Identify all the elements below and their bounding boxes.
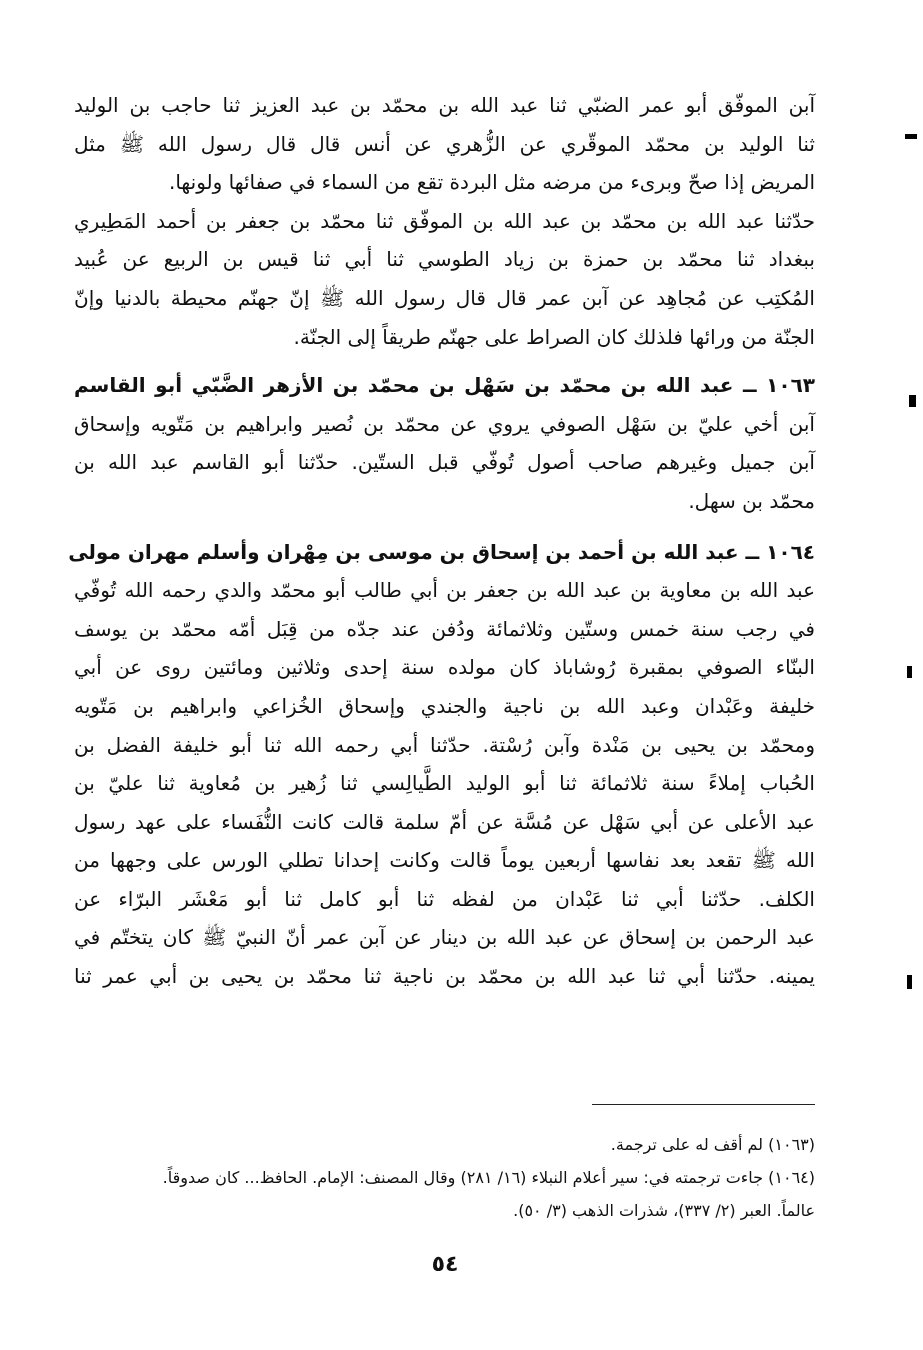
entry-heading: ١٠٦٣ ــ عبد الله بن محمّد بن سَهْل بن محمّد بن الأزهر الضَّبّي أبو القاسم bbox=[74, 373, 815, 398]
scan-mark bbox=[907, 666, 912, 678]
footnote: (١٠٦٤) جاءت ترجمته في: سير أعلام النبلاء (١٦/ ٢٨١) وقال المصنف: الإمام. الحافظ... كان صدوقاً. bbox=[162, 1168, 815, 1187]
scan-mark bbox=[907, 975, 912, 989]
text-line: محمّد بن سهل. bbox=[688, 488, 815, 513]
text-line: الحُباب إملاءً سنة ثلاثمائة ثنا أبو الوليد الطَّيالِسي ثنا زُهير بن مُعاوية ثنا عليّ بن bbox=[74, 771, 815, 796]
entry-heading: ١٠٦٤ ــ عبد الله بن أحمد بن إسحاق بن موسى بن مِهْران وأسلم مهران مولى bbox=[68, 539, 815, 564]
text-line: عبد الله بن معاوية بن عبد الله بن جعفر بن أبي طالب أبو محمّد والدي رحمه الله تُوفّي bbox=[74, 578, 815, 603]
text-line: آبن جميل وغيرهم صاحب أصول تُوفّي قبل الستّين. حدّثنا أبو القاسم عبد الله بن bbox=[74, 450, 815, 475]
footnote: (١٠٦٣) لم أقف له على ترجمة. bbox=[610, 1135, 815, 1154]
text-line: ومحمّد بن يحيى بن مَنْدة وآبن رُسْتة. حدّثنا أبي رحمه الله ثنا أبو خليفة الفضل بن bbox=[74, 732, 815, 757]
text-line: يمينه. حدّثنا أبي ثنا عبد الله بن محمّد بن ناجية ثنا محمّد بن يحيى بن أبي عمر ثنا bbox=[74, 964, 815, 989]
text-line: آبن أخي عليّ بن سَهْل الصوفي يروي عن محمّد بن نُصير وابراهيم بن مَتّويه وإسحاق bbox=[74, 411, 815, 436]
text-line: آبن الموفّق أبو عمر الضبّي ثنا عبد الله بن محمّد بن عبد العزيز ثنا حاجب بن الوليد bbox=[74, 93, 815, 117]
text-line: ثنا الوليد بن محمّد الموقّري عن الزُّهري عن أنس قال قال رسول الله ﷺ مثل bbox=[74, 131, 815, 156]
entry-1064 bbox=[68, 533, 815, 996]
footnote-continuation: عالماً. العبر (٢/ ٣٣٧)، شذرات الذهب (٣/ ٥٠). bbox=[513, 1201, 815, 1220]
scan-mark bbox=[905, 134, 917, 139]
page-number: ٥٤ bbox=[431, 1252, 459, 1277]
scan-mark bbox=[909, 395, 916, 407]
entry-1063 bbox=[74, 366, 815, 520]
main-text bbox=[68, 86, 815, 996]
text-line: خليفة وعَبْدان وعبد الله بن ناجية والجندي وإسحاق الخُزاعي وابراهيم بن مَتّويه bbox=[74, 693, 815, 718]
paragraph-continuation bbox=[74, 86, 815, 356]
text-line: عبد الأعلى عن أبي سَهْل عن مُسَّة عن أمّ سلمة قالت كانت النُّفَساء على عهد رسول bbox=[74, 809, 815, 834]
text-line: البنّاء الصوفي بمقبرة رُوشاباذ كان مولده سنة إحدى وثلاثين ومائتين روى عن أبي bbox=[74, 655, 815, 680]
text-line: عبد الرحمن بن إسحاق عن عبد الله بن دينار عن آبن عمر أنّ النبيّ ﷺ كان يتختّم في bbox=[74, 925, 815, 950]
footnote-separator bbox=[592, 1104, 815, 1105]
text-line: في رجب سنة خمس وستّين وثلاثمائة ودُفن عند جدّه من قِبَل أمّه محمّد بن يوسف bbox=[74, 616, 815, 641]
text-line: ببغداد ثنا محمّد بن حمزة بن زياد الطوسي ثنا أبي ثنا قيس بن الربيع عن عُبيد bbox=[74, 247, 815, 272]
text-line: حدّثنا عبد الله بن محمّد بن عبد الله بن الموفّق ثنا محمّد بن جعفر بن أحمد المَطِيري bbox=[74, 208, 815, 233]
text-line: الكلف. حدّثنا أبي ثنا عَبْدان من لفظه ثنا أبو كامل ثنا أبو مَعْشَر البرّاء عن bbox=[74, 886, 815, 911]
text-line: المُكتِب عن مُجاهِد عن آبن عمر قال قال رسول الله ﷺ إنّ جهنّم محيطة بالدنيا وإنّ bbox=[74, 285, 815, 310]
footnotes bbox=[74, 1128, 815, 1227]
text-line: الله ﷺ تقعد بعد نفاسها أربعين يوماً قالت وكانت إحدانا تطلي الورس على وجهها من bbox=[74, 848, 815, 873]
text-line: المريض إذا صحّ وبرىء من مرضه مثل البردة تقع من السماء في صفائها ولونها. bbox=[168, 170, 815, 195]
text-line: الجنّة من ورائها فلذلك كان الصراط على جهنّم طريقاً إلى الجنّة. bbox=[293, 324, 815, 349]
